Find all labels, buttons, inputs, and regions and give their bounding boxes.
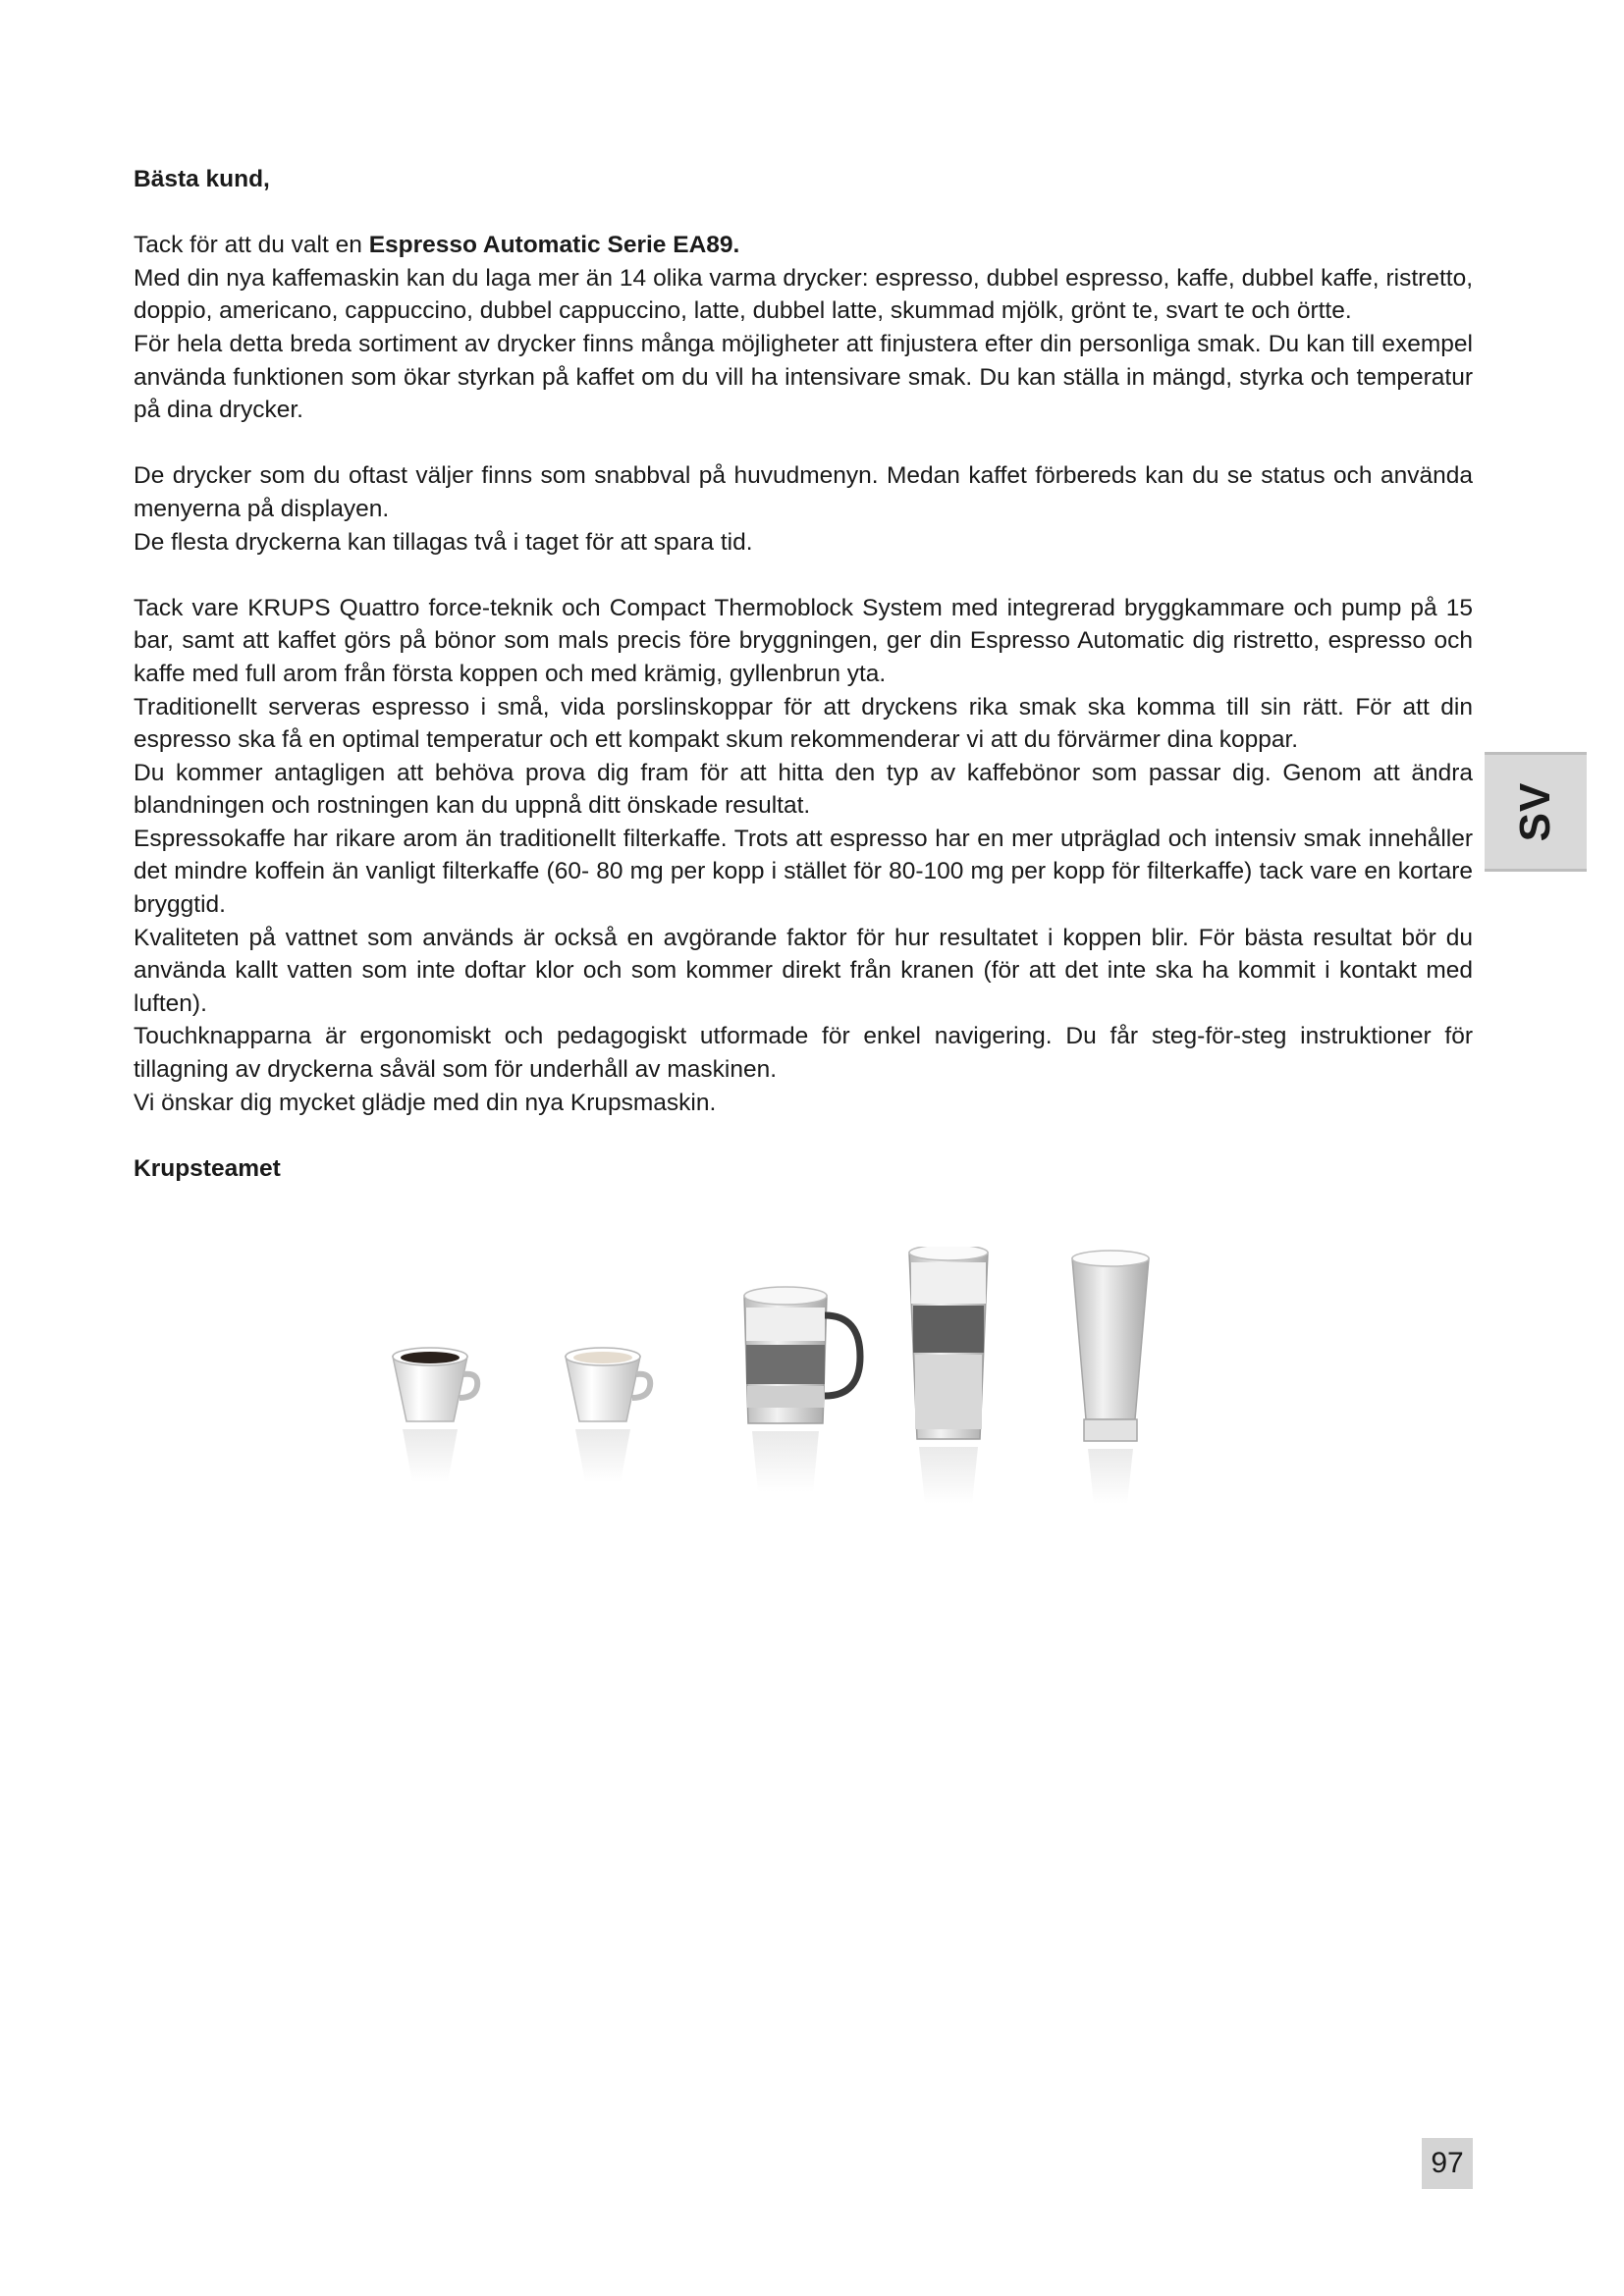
milk-glass-icon <box>1072 1251 1149 1504</box>
signature: Krupsteamet <box>134 1154 281 1182</box>
paragraph-quick-select: De drycker som du oftast väljer finns som snabbval på huvudmenyn. Medan kaffet förbereds kan du se status och använda menyerna på displayen. <box>134 462 1473 522</box>
cappuccino-mug-icon <box>744 1287 860 1492</box>
paragraph-technology: Tack vare KRUPS Quattro force-teknik och Compact Thermoblock System med integrerad bryggkammare och pump på 15 bar, samt att kaffet görs på bönor som mals precis före bryggningen, ger din Espresso Automatic dig ristretto, espresso och kaffe med full arom från första koppen och med krämig, gyllenbrun yta. <box>134 594 1473 687</box>
paragraph-water: Kvaliteten på vattnet som används är också en avgörande faktor för hur resultatet i koppen blir. För bästa resultat bör du använda kallt vatten som inte doftar klor och som kommer direkt från kranen (för att det inte ska ha kommit i kontakt med luften). <box>134 924 1473 1017</box>
intro-prefix: Tack för att du valt en <box>134 232 369 259</box>
espresso-cup-icon <box>393 1348 477 1482</box>
paragraph-two-at-once: De flesta dryckerna kan tillagas två i taget för att spara tid. <box>134 528 753 556</box>
product-name: Espresso Automatic Serie EA89. <box>368 232 740 259</box>
paragraph-drinks: Med din nya kaffemaskin kan du laga mer än 14 olika varma drycker: espresso, dubbel espresso, kaffe, dubbel kaffe, ristretto, doppio, americano, cappuccino, dubbel cappuccino, latte, dubbel latte, skummad mjölk, grönt te, svart te och örtte. <box>134 264 1473 325</box>
paragraph-wishes: Vi önskar dig mycket glädje med din nya Krupsmaskin. <box>134 1089 717 1116</box>
paragraph-customization: För hela detta breda sortiment av drycker finns många möjligheter att finjustera efter din personliga smak. Du kan till exempel använda funktionen som ökar styrkan på kaffet om du vill ha intensivare smak. Du kan ställa in mängd, styrka och temperatur på dina drycker. <box>134 330 1473 424</box>
greeting: Bästa kund, <box>134 166 270 192</box>
drinks-illustration <box>373 1247 1237 1541</box>
coffee-cup-icon <box>566 1348 650 1482</box>
paragraph-touch-buttons: Touchknapparna är ergonomiskt och pedagogiskt utformade för enkel navigering. Du får steg-för-steg instruktioner för tillagning av dryckerna såväl som för underhåll av maskinen. <box>134 1023 1473 1084</box>
paragraph-caffeine: Espressokaffe har rikare arom än traditionellt filterkaffe. Trots att espresso har en mer utpräglad och intensiv smak innehåller det mindre koffein än vanligt filterkaffe (60- 80 mg per kopp i stället för 80-100 mg per kopp för filterkaffe) tack vare en kortare bryggtid. <box>134 825 1473 919</box>
letter-body <box>134 163 1473 1185</box>
intro-line <box>134 229 1473 262</box>
paragraph-cups: Traditionellt serveras espresso i små, vida porslinskoppar för att dryckens rika smak ska komma till sin rätt. För att din espresso ska få en optimal temperatur och ett kompakt skum rekommenderar vi att du förvärmer dina koppar. <box>134 693 1473 754</box>
page-number: 97 <box>1422 2138 1473 2189</box>
paragraph-beans: Du kommer antagligen att behöva prova dig fram för att hitta den typ av kaffebönor som passar dig. Genom att ändra blandningen och rostningen kan du uppnå ditt önskade resultat. <box>134 759 1473 820</box>
language-tab <box>1485 752 1587 872</box>
language-code: SV <box>1511 781 1559 842</box>
latte-glass-icon <box>909 1247 988 1504</box>
